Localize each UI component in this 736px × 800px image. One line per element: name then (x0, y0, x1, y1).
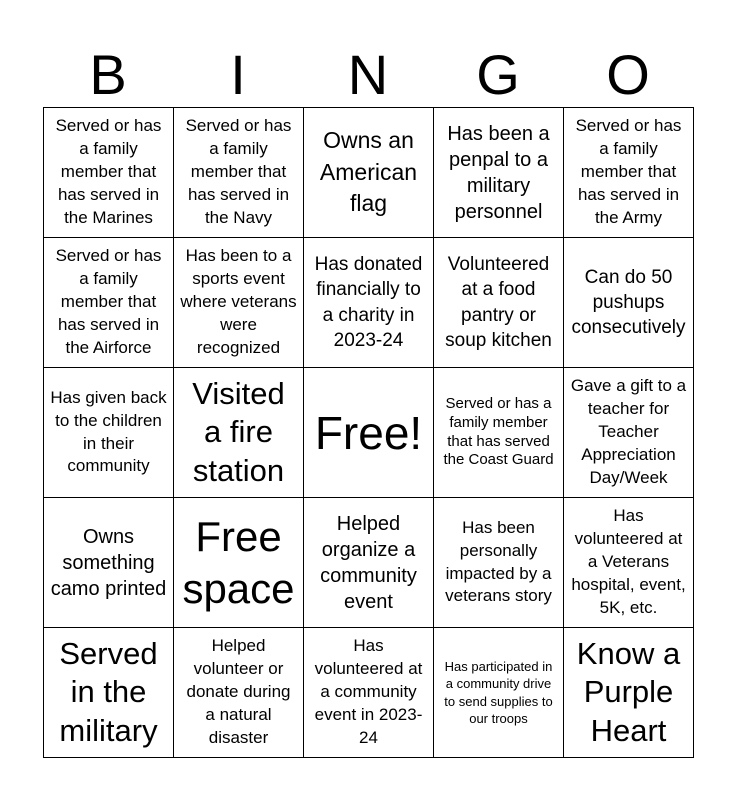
bingo-header (43, 42, 693, 108)
cell-text: Has given back to the children in their community (50, 387, 167, 476)
bingo-cell-free[interactable] (304, 368, 434, 498)
header-letter-n: N (347, 43, 389, 106)
cell-text: Served or has a family member that has served the Coast Guard (443, 395, 554, 469)
bingo-cell[interactable] (174, 108, 304, 238)
bingo-cell[interactable] (434, 368, 564, 498)
cell-text: Has volunteered at a Veterans hospital, event, 5K, etc. (571, 506, 686, 617)
bingo-cell[interactable] (304, 108, 434, 238)
bingo-cell[interactable] (434, 238, 564, 368)
bingo-cell[interactable] (174, 368, 304, 498)
cell-text: Helped organize a community event (320, 512, 417, 613)
cell-text: Know a Purple Heart (576, 635, 681, 748)
cell-text: Served or has a family member that has served in the Airforce (55, 246, 162, 357)
cell-text: Gave a gift to a teacher for Teacher Appreciation Day/Week (570, 376, 687, 487)
bingo-cell[interactable] (44, 628, 174, 758)
cell-text: Free! (314, 406, 423, 459)
bingo-cell-free-space[interactable] (174, 498, 304, 628)
bingo-cell[interactable] (304, 238, 434, 368)
bingo-cell[interactable] (44, 238, 174, 368)
bingo-grid (43, 107, 694, 758)
cell-text: Served in the military (59, 635, 158, 748)
cell-text: Has been personally impacted by a veterans story (445, 517, 552, 606)
cell-text: Has been a penpal to a military personnel (447, 122, 550, 223)
cell-text: Served or has a family member that has served in the Marines (55, 116, 162, 227)
bingo-cell[interactable] (434, 498, 564, 628)
cell-text: Has volunteered at a community event in 2023-24 (314, 636, 423, 747)
cell-text: Owns something camo printed (50, 525, 167, 600)
bingo-cell[interactable] (564, 498, 694, 628)
header-letter-o: O (606, 43, 650, 106)
bingo-cell[interactable] (44, 498, 174, 628)
cell-text: Has been to a sports event where veterans were recognized (180, 246, 297, 357)
cell-text: Visited a fire station (192, 375, 285, 488)
bingo-cell[interactable] (304, 498, 434, 628)
header-letter-b: B (89, 43, 127, 106)
cell-text: Free space (182, 513, 295, 612)
cell-text: Served or has a family member that has served in the Army (575, 116, 682, 227)
bingo-cell[interactable] (174, 628, 304, 758)
bingo-cell[interactable] (564, 368, 694, 498)
cell-text: Owns an American flag (319, 126, 418, 217)
bingo-cell[interactable] (434, 108, 564, 238)
cell-text: Volunteered at a food pantry or soup kitchen (445, 254, 552, 351)
bingo-cell[interactable] (564, 238, 694, 368)
header-letter-i: I (230, 43, 246, 106)
cell-text: Has participated in a community drive to send supplies to our troops (444, 658, 553, 726)
cell-text: Can do 50 pushups consecutively (571, 266, 686, 339)
cell-text: Served or has a family member that has served in the Navy (185, 116, 292, 227)
header-letter-g: G (476, 43, 520, 106)
bingo-cell[interactable] (44, 368, 174, 498)
bingo-cell[interactable] (564, 108, 694, 238)
cell-text: Helped volunteer or donate during a natural disaster (186, 636, 291, 747)
bingo-cell[interactable] (304, 628, 434, 758)
bingo-cell[interactable] (434, 628, 564, 758)
bingo-cell[interactable] (564, 628, 694, 758)
bingo-cell[interactable] (174, 238, 304, 368)
bingo-cell[interactable] (44, 108, 174, 238)
cell-text: Has donated financially to a charity in 2023-24 (314, 254, 423, 351)
